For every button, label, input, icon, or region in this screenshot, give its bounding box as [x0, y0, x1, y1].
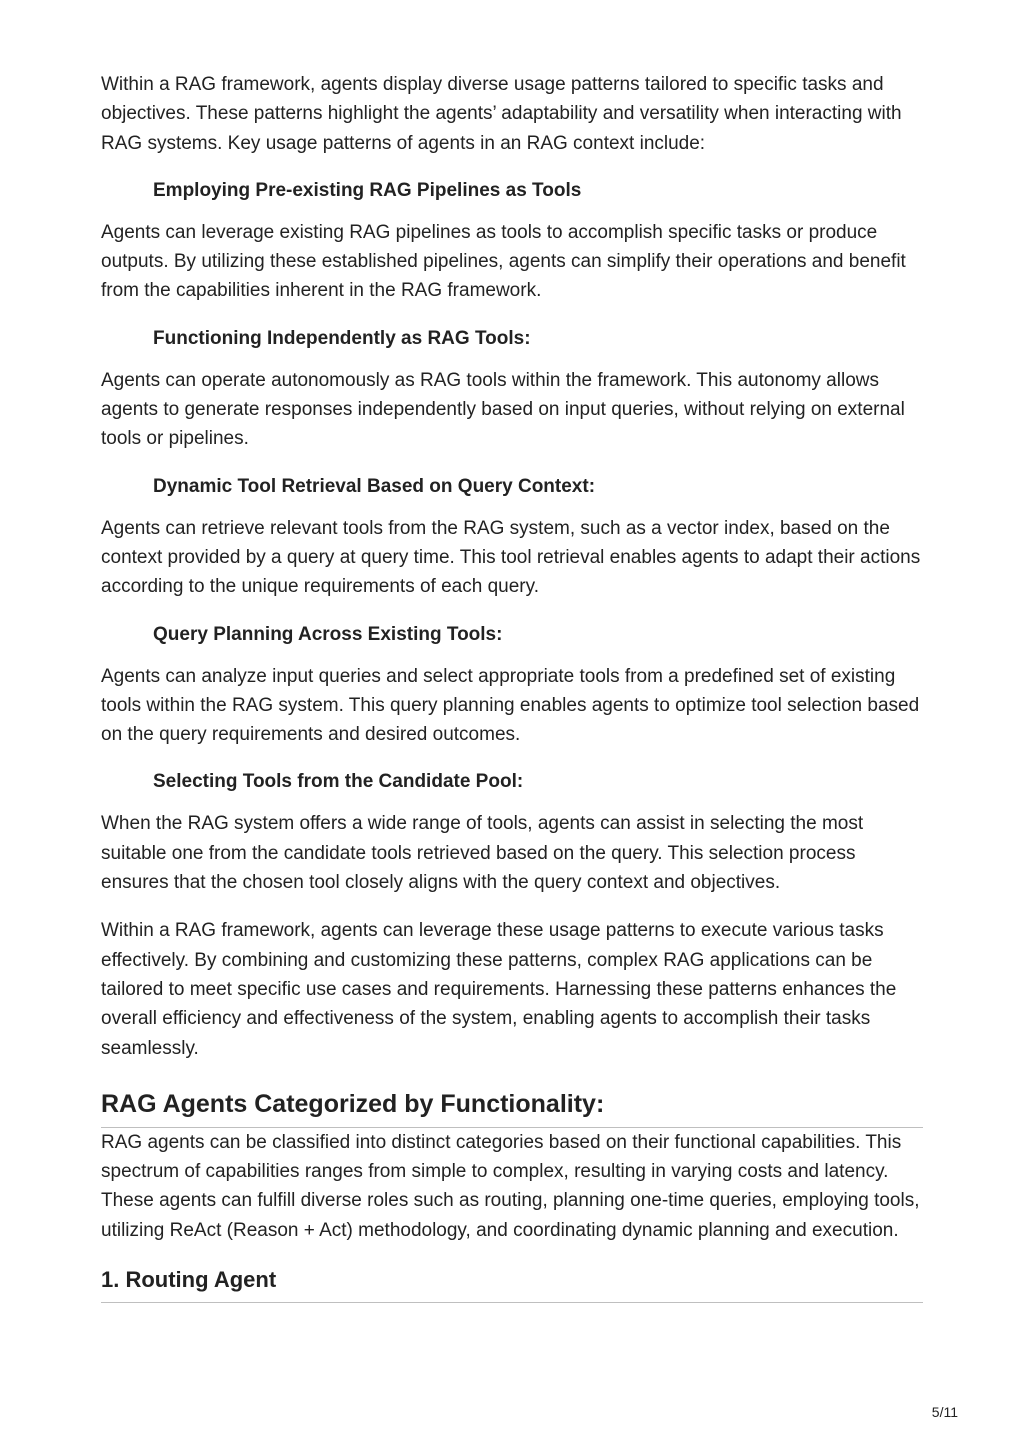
pattern-heading-pipelines: Employing Pre-existing RAG Pipelines as Tools — [153, 179, 582, 201]
pattern-paragraph-dynamic-retrieval: Agents can retrieve relevant tools from the RAG system, such as a vector index, based on the context provided by a query at query time. This tool retrieval enables agents to adapt their actions according to the unique requirements of each query. — [101, 517, 921, 598]
pattern-heading-candidate-pool: Selecting Tools from the Candidate Pool: — [153, 771, 524, 793]
intro-paragraph: Within a RAG framework, agents display diverse usage patterns tailored to specific tasks and objectives. These patterns highlight the agents’ adaptability and versatility when interacting with RAG systems. Key usage patterns of agents in an RAG context include: — [101, 74, 902, 154]
section-paragraph: RAG agents can be classified into distinct categories based on their functional capabilities. This spectrum of capabilities ranges from simple to complex, resulting in varying costs and latency. These agents can fulfill diverse roles such as routing, planning one-time queries, employing tools, utilizing ReAct (Reason + Act) methodology, and coordinating dynamic planning and execution. — [101, 1131, 920, 1241]
page-number: 5/11 — [931, 1404, 958, 1420]
pattern-heading-dynamic-retrieval: Dynamic Tool Retrieval Based on Query Context: — [153, 475, 596, 497]
document-page — [101, 70, 923, 1303]
pattern-paragraph-independent: Agents can operate autonomously as RAG tools within the framework. This autonomy allows agents to generate responses independently based on input queries, without relying on external tools or pipelines. — [101, 369, 905, 450]
pattern-heading-independent: Functioning Independently as RAG Tools: — [153, 327, 531, 349]
pattern-paragraph-query-planning: Agents can analyze input queries and select appropriate tools from a predefined set of existing tools within the RAG system. This query planning enables agents to optimize tool selection based on the query requirements and desired outcomes. — [101, 665, 920, 746]
summary-paragraph: Within a RAG framework, agents can leverage these usage patterns to execute various tasks effectively. By combining and customizing these patterns, complex RAG applications can be tailored to meet specific use cases and requirements. Harnessing these patterns enhances the overall efficiency and effectiveness of the system, enabling agents to accomplish their tasks seamlessly. — [101, 920, 897, 1059]
subsection-heading: 1. Routing Agent — [101, 1265, 923, 1303]
pattern-paragraph-candidate-pool: When the RAG system offers a wide range of tools, agents can assist in selecting the most suitable one from the candidate tools retrieved based on the query. This selection process ensures that the chosen tool closely aligns with the query context and objectives. — [101, 813, 864, 894]
section-heading: RAG Agents Categorized by Functionality: — [101, 1087, 923, 1128]
pattern-paragraph-pipelines: Agents can leverage existing RAG pipelines as tools to accomplish specific tasks or produce outputs. By utilizing these established pipelines, agents can simplify their operations and benefit from the capabilities inherent in the RAG framework. — [101, 221, 906, 302]
pattern-heading-query-planning: Query Planning Across Existing Tools: — [153, 623, 503, 645]
